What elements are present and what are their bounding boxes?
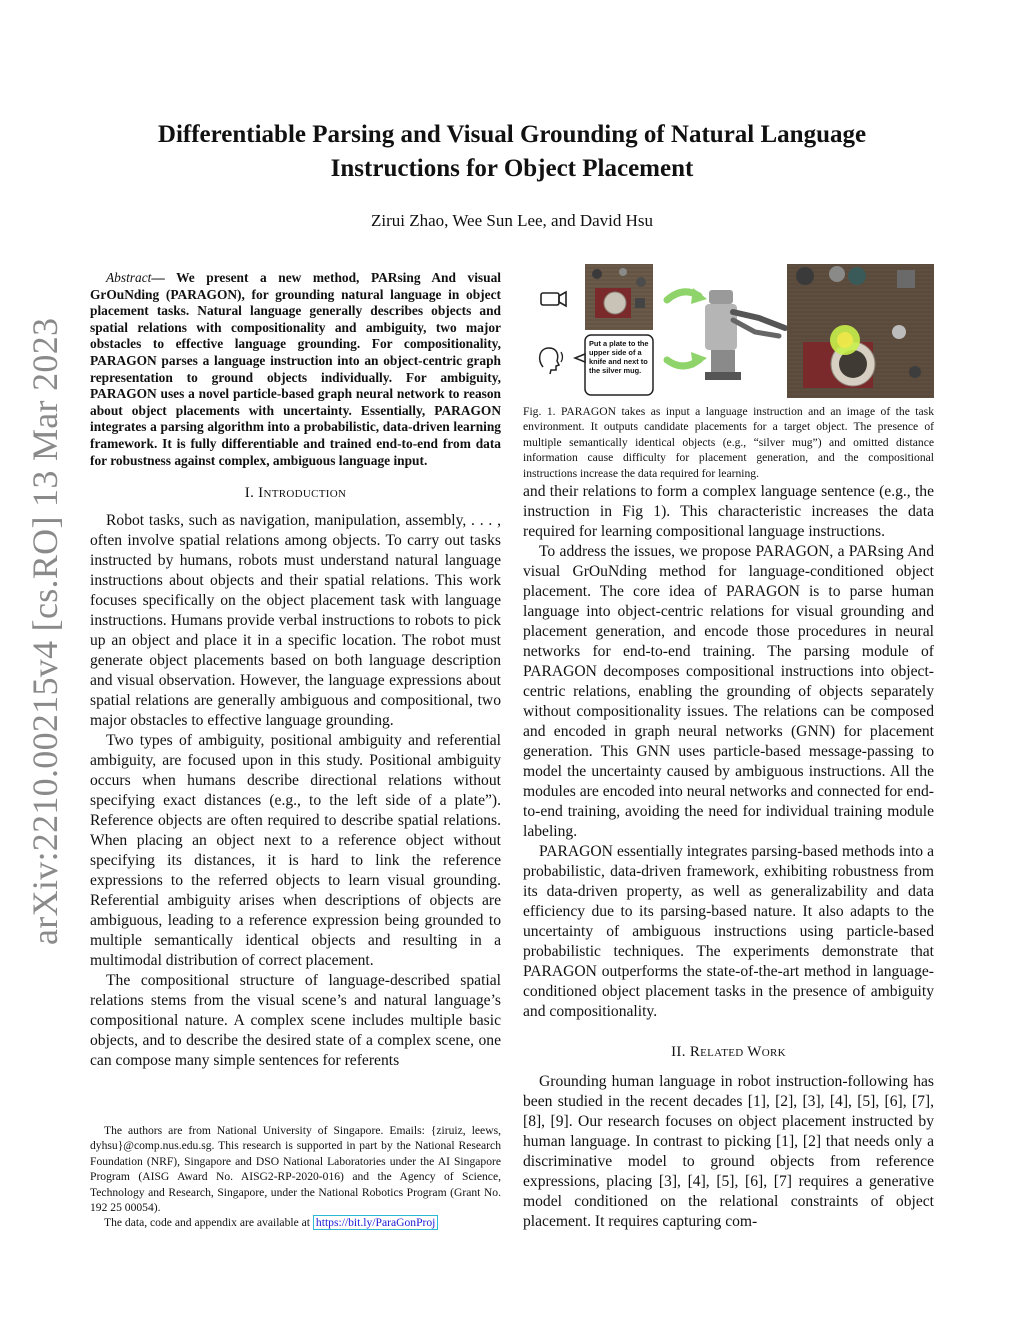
project-link[interactable]: https://bit.ly/ParaGonProj <box>313 1215 438 1230</box>
figure-1-caption: Fig. 1. PARAGON takes as input a language instruction and an image of the task environment. It outputs candidate placements for a target object. The presence of multiple semantically identical objects (e.g., “silver mug”) and omitted distance information cause difficulty for placement generation, and the compositional instructions increase the data required for learning. <box>523 405 934 480</box>
left-column <box>90 270 501 1071</box>
speech-bubble <box>575 335 653 395</box>
robot-illustration <box>705 290 785 380</box>
author-list: Zirui Zhao, Wee Sun Lee, and David Hsu <box>370 211 654 230</box>
right-paragraph-2: To address the issues, we propose PARAGON, a PARsing And visual GrOuNding method for language-conditioned object placement. The core idea of PARAGON is to parse human language into object-centric relations for visual grounding and placement generation, and encode those procedures in neural networks for end-to-end training. The parsing module of PARAGON decomposes compositional instructions into object-centric relations, enabling the grounding of objects separately without compositionality issues. The relations can be composed and encoded in graph neural networks (GNN) for placement generation. This GNN uses particle-based message-passing to model the uncertainty caused by ambiguous instructions. All the modules are encoded into neural networks and connected for end-to-end training, avoiding the need for individual training module labeling. <box>523 543 934 840</box>
camera-icon <box>541 292 566 306</box>
figure-1 <box>523 262 934 400</box>
related-work-paragraph: Grounding human language in robot instruction-following has been studied in the recent decades [1], [2], [3], [4], [5], [6], [7], [8], [9]. Our research focuses on object placement instructed by human language. In contrast to picking [1], [2] that needs only a discriminative model to ground objects from reference expressions, placing [3], [4], [5], [6], [7] requires a generative model conditioned on the relational constraints of object placement. It requires capturing com- <box>523 1073 934 1230</box>
section-heading-introduction: I. Introduction <box>244 485 347 502</box>
title-line-2: Instructions for Object Placement <box>330 155 694 182</box>
section-heading-related-work: II. Related Work <box>671 1044 786 1060</box>
figure-1-illustration <box>523 262 934 400</box>
footnote-availability <box>90 1215 501 1230</box>
footnote <box>90 1123 501 1231</box>
paper-title <box>90 118 934 186</box>
right-column <box>523 482 934 1232</box>
footnote-affiliation: The authors are from National University of Singapore. Emails: {ziruiz, leews, dyhsu}@comp.nus.edu.sg. This research is supported in part by the National Research Foundation (NRF), Singapore and DSO National Laboratories under the AI Singapore Program (AISG Award No. AISG2-RP-2020-016) and the Agency of Science, Technology and Research, Singapore, under the National Robotics Program (Grant No. 192 25 00054). <box>90 1124 501 1215</box>
abstract <box>90 270 501 469</box>
right-paragraph-1: and their relations to form a complex language sentence (e.g., the instruction in Fig 1). This characteristic increases the data required for learning compositional language instructions. <box>523 483 934 540</box>
flow-arrow-down-icon <box>667 352 707 368</box>
arxiv-identifier: arXiv:2210.00215v4 [cs.RO] 13 Mar 2023 <box>25 317 65 945</box>
abstract-lead: Abstract <box>106 270 152 285</box>
table-scene-input-image <box>585 264 653 330</box>
right-paragraph-3: PARAGON essentially integrates parsing-based methods into a probabilistic, data-driven framework, exhibiting robustness from its data-driven property, as well as generalizability and data efficiency due to its parsing-based nature. It also adapts to the uncertainty of ambiguous instructions using particle-based probabilistic techniques. The experiments demonstrate that PARAGON outperforms the state-of-the-art method in language-conditioned object placement tasks in the presence of ambiguity and compositionality. <box>523 843 934 1020</box>
speech-bubble-text: Put a plate to the upper side of a knife and next to the silver mug. <box>589 339 649 375</box>
footnote-availability-text: The data, code and appendix are available at <box>104 1216 311 1230</box>
intro-paragraph-3: The compositional structure of language-described spatial relations stems from the visual scene’s and natural language’s compositional nature. A complex scene includes multiple basic objects, and to describe the desired state of a complex scene, one can compose many simple sentences for referents <box>90 972 501 1070</box>
flow-arrow-up-icon <box>667 288 707 304</box>
table-scene-output-image <box>787 264 934 398</box>
intro-paragraph-1: Robot tasks, such as navigation, manipulation, assembly, . . . , often involve spatial relations among objects. To carry out tasks instructed by humans, robots must understand natural language instructions about objects and their spatial relations. This work focuses specifically on the object placement task with language instructions. Humans provide verbal instructions to robots to pick up an object and place it in a specific location. The robot must generate object placements based on both language description and visual observation. However, the language expressions about spatial relations are generally ambiguous and compositional, two major obstacles to effective language grounding. <box>90 512 501 730</box>
person-speaking-icon <box>540 348 563 374</box>
title-line-1: Differentiable Parsing and Visual Grounding of Natural Language <box>157 121 867 148</box>
intro-paragraph-2: Two types of ambiguity, positional ambiguity and referential ambiguity, are focused upon in this study. Positional ambiguity occurs when humans describe directional relations without specifying exact distances (e.g., to the left side of a plate”). Reference objects are often required to describe spatial relations. When placing an object next to a reference object without specifying its distances, it is hard to link the reference expressions to the referred objects to learn visual grounding. Referential ambiguity arises when descriptions of objects are ambiguous, leading to a reference expression being grounded to multiple semantically identical objects and resulting in a multimodal distribution of correct placement. <box>90 732 501 970</box>
abstract-body: — We present a new method, PARsing And visual GrOuNding (PARAGON), for grounding natural language in object placement tasks. Natural language generally describes objects and spatial relations with compositionality and ambiguity, two major obstacles to effective language grounding. For compositionality, PARAGON parses a language instruction into an object-centric graph representation to ground objects individually. For ambiguity, PARAGON uses a novel particle-based graph neural network to reason about object placements with uncertainty. Essentially, PARAGON integrates a parsing algorithm into a probabilistic, data-driven learning framework. It is fully differentiable and trained end-to-end from data for robustness against complex, ambiguous language input. <box>90 270 501 468</box>
